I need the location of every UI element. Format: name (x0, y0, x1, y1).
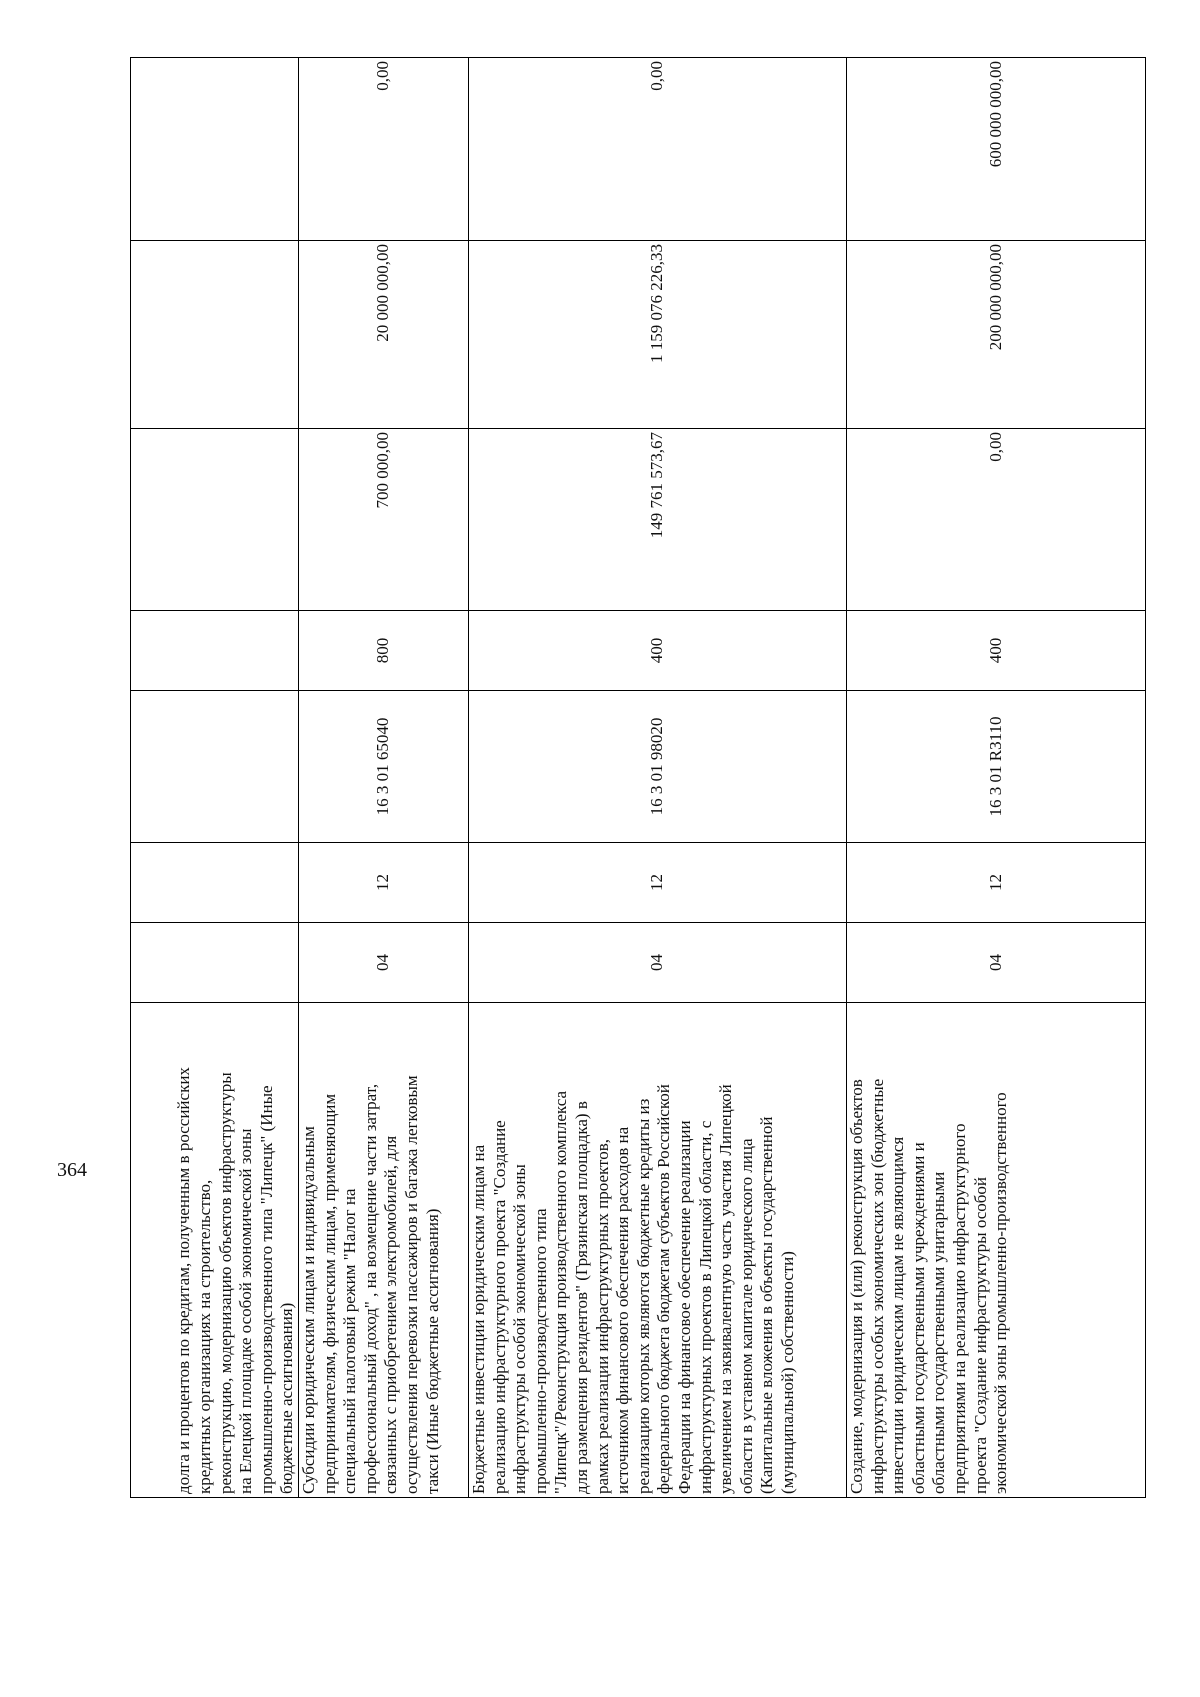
sum-year-2-cell (131, 241, 299, 429)
sum-year-1-cell: 149 761 573,67 (469, 429, 847, 611)
sum-year-1-cell: 700 000,00 (299, 429, 469, 611)
sum-year-1-cell: 0,00 (847, 429, 1146, 611)
target-article-cell (131, 691, 299, 843)
podrazdel-cell (131, 843, 299, 923)
podrazdel-cell: 12 (469, 843, 847, 923)
rotated-table-container (130, 58, 1145, 1498)
podrazdel-cell: 12 (847, 843, 1146, 923)
target-article-cell: 16 3 01 R3110 (847, 691, 1146, 843)
target-article-cell: 16 3 01 98020 (469, 691, 847, 843)
table-row (299, 58, 469, 1498)
table-row (131, 58, 299, 1498)
sum-year-2-cell: 20 000 000,00 (299, 241, 469, 429)
row-description: долга и процентов по кредитам, полученным в российских кредитных организациях на строительство, реконструкцию, модернизацию объектов инфраструктуры на Елецкой площадке особой экономической зоны промышленно-производственного типа "Липецк" (Иные бюджетные ассигнования) (131, 1003, 299, 1498)
sum-year-3-cell: 600 000 000,00 (847, 58, 1146, 241)
row-description: Субсидии юридическим лицам и индивидуальным предпринимателям, физическим лицам, применяющим специальный налоговый режим "Налог на профессиональный доход" , на возмещение части затрат, связанных с приобретением электромобилей, для осуществления перевозки пассажиров и багажа легковым такси (Иные бюджетные ассигнования) (299, 1003, 469, 1498)
sum-year-3-cell: 0,00 (469, 58, 847, 241)
razdel-cell (131, 923, 299, 1003)
sum-year-3-cell: 0,00 (299, 58, 469, 241)
table-row (469, 58, 847, 1498)
razdel-cell: 04 (847, 923, 1146, 1003)
target-article-cell: 16 3 01 65040 (299, 691, 469, 843)
budget-table-page (130, 58, 1145, 1498)
expense-type-cell: 400 (847, 611, 1146, 691)
expense-type-cell: 400 (469, 611, 847, 691)
page-number-text: 364 (57, 1159, 87, 1181)
sum-year-3-cell (131, 58, 299, 241)
sum-year-1-cell (131, 429, 299, 611)
podrazdel-cell: 12 (299, 843, 469, 923)
sum-year-2-cell: 1 159 076 226,33 (469, 241, 847, 429)
razdel-cell: 04 (299, 923, 469, 1003)
expense-type-cell (131, 611, 299, 691)
row-description: Бюджетные инвестиции юридическим лицам на реализацию инфраструктурного проекта "Создание инфраструктуры особой экономической зоны промышленно-производственного типа "Липецк"/Реконструкция производственного комплекса для размещения резидентов" (Грязинская площадка) в рамках реализации инфраструктурных проектов, источником финансового обеспечения расходов на реализацию которых являются бюджетные кредиты из федерального бюджета бюджетам субъектов Российской Федерации на финансовое обеспечение реализации инфраструктурных проектов в Липецкой области, с увеличением на эквивалентную часть участия Липецкой области в уставном капитале юридического лица (Капитальные вложения в объекты государственной (муниципальной) собственности) (469, 1003, 847, 1498)
razdel-cell: 04 (469, 923, 847, 1003)
sum-year-2-cell: 200 000 000,00 (847, 241, 1146, 429)
page-number (57, 1160, 87, 1180)
budget-table (130, 57, 1146, 1498)
table-row (847, 58, 1146, 1498)
expense-type-cell: 800 (299, 611, 469, 691)
row-description: Создание, модернизация и (или) реконструкция объектов инфраструктуры особых экономических зон (бюджетные инвестиции юридическим лицам не являющимся областными государственными учреждениями и областными государственными унитарными предприятиями на реализацию инфраструктурного проекта "Создание инфраструктуры особой экономической зоны промышленно-производственного (847, 1003, 1146, 1498)
